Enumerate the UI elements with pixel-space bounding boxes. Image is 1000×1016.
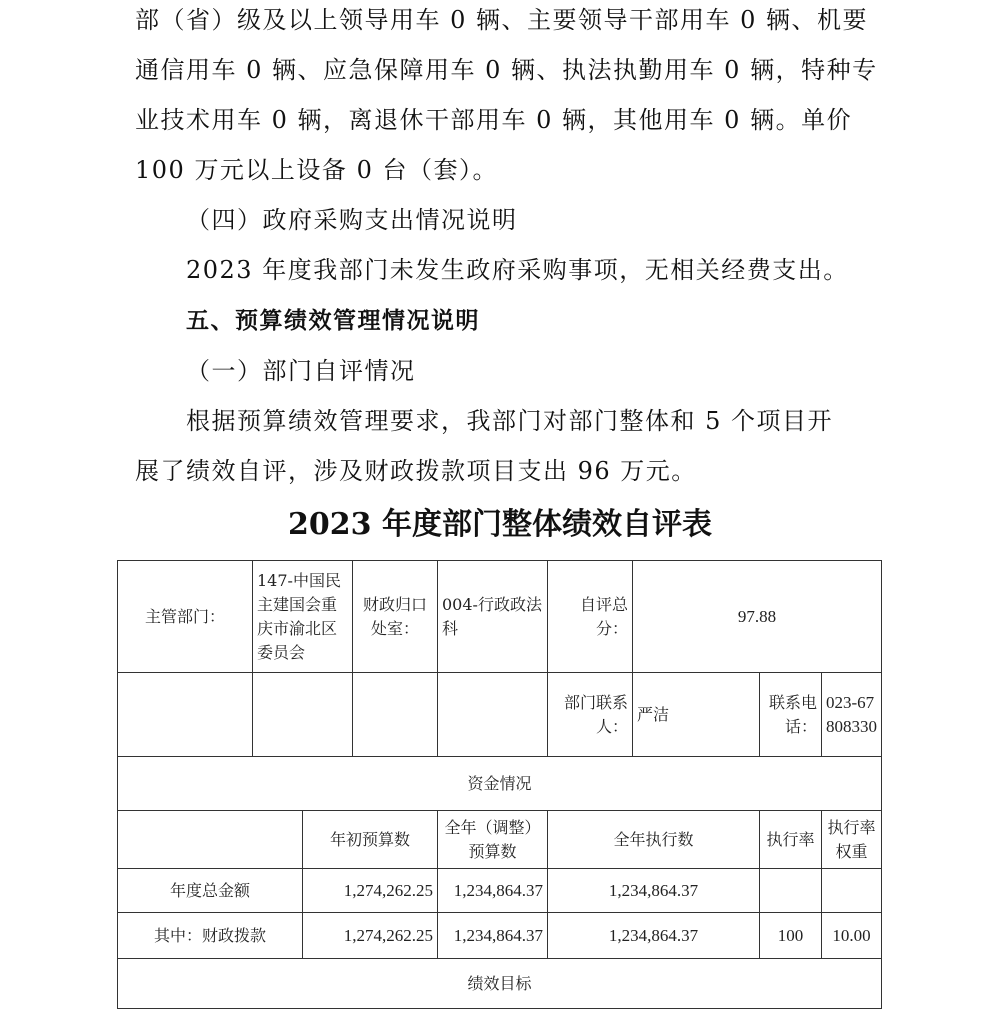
col-initial-budget: 年初预算数 bbox=[303, 811, 438, 869]
empty-cell bbox=[353, 673, 438, 757]
cell-initial: 1,274,262.25 bbox=[303, 913, 438, 959]
table-row bbox=[118, 811, 882, 869]
col-executed: 全年执行数 bbox=[548, 811, 760, 869]
phone-label: 联系电话： bbox=[760, 673, 822, 757]
cell-executed: 1,234,864.37 bbox=[548, 869, 760, 913]
vehicle-paragraph: 部（省）级及以上领导用车 0 辆、主要领导干部用车 0 辆、机要通信用车 0 辆、应急保障用车 0 辆、执法执勤用车 0 辆，特种专业技术用车 0 辆，离退休干部用车 0 辆，其他用车 0 辆。单价 100 万元以上设备 0 台（套）。 bbox=[135, 6, 878, 184]
empty-cell bbox=[438, 673, 548, 757]
funds-header: 资金情况 bbox=[118, 757, 882, 811]
empty-cell bbox=[118, 811, 303, 869]
table-row bbox=[118, 561, 882, 673]
cell-rate bbox=[760, 869, 822, 913]
table-row bbox=[118, 869, 882, 913]
empty-cell bbox=[253, 673, 353, 757]
table-row bbox=[118, 673, 882, 757]
cell-rate: 100 bbox=[760, 913, 822, 959]
col-adjusted-budget: 全年（调整）预算数 bbox=[438, 811, 548, 869]
procurement-text: 2023 年度我部门未发生政府采购事项，无相关经费支出。 bbox=[186, 256, 849, 284]
row-label: 年度总金额 bbox=[118, 869, 303, 913]
cell-executed: 1,234,864.37 bbox=[548, 913, 760, 959]
self-eval-text-line1: 根据预算绩效管理要求，我部门对部门整体和 5 个项目开 bbox=[186, 407, 834, 435]
table-row bbox=[118, 913, 882, 959]
score-value: 97.88 bbox=[633, 561, 882, 673]
office-value: 004-行政政法科 bbox=[438, 561, 548, 673]
cell-initial: 1,274,262.25 bbox=[303, 869, 438, 913]
table-row bbox=[118, 757, 882, 811]
cell-adjusted: 1,234,864.37 bbox=[438, 913, 548, 959]
row-label: 其中：财政拨款 bbox=[118, 913, 303, 959]
contact-value: 严洁 bbox=[633, 673, 760, 757]
office-label: 财政归口处室： bbox=[353, 561, 438, 673]
cell-weight: 10.00 bbox=[822, 913, 882, 959]
col-rate-weight: 执行率权重 bbox=[822, 811, 882, 869]
table-title: 2023 年度部门整体绩效自评表 bbox=[288, 507, 712, 542]
section-five-heading: 五、预算绩效管理情况说明 bbox=[186, 308, 480, 334]
score-label: 自评总分： bbox=[548, 561, 633, 673]
self-eval-text-line2: 展了绩效自评，涉及财政拨款项目支出 96 万元。 bbox=[135, 457, 697, 485]
cell-adjusted: 1,234,864.37 bbox=[438, 869, 548, 913]
dept-value: 147-中国民主建国会重庆市渝北区委员会 bbox=[253, 561, 353, 673]
procurement-heading: （四）政府采购支出情况说明 bbox=[186, 206, 518, 234]
performance-eval-table bbox=[117, 560, 882, 1009]
phone-value: 023-67808330 bbox=[822, 673, 882, 757]
dept-label: 主管部门： bbox=[118, 561, 253, 673]
empty-cell bbox=[118, 673, 253, 757]
cell-weight bbox=[822, 869, 882, 913]
contact-label: 部门联系人： bbox=[548, 673, 633, 757]
self-eval-heading: （一）部门自评情况 bbox=[186, 357, 416, 385]
col-rate: 执行率 bbox=[760, 811, 822, 869]
table-row bbox=[118, 959, 882, 1009]
targets-header: 绩效目标 bbox=[118, 959, 882, 1009]
